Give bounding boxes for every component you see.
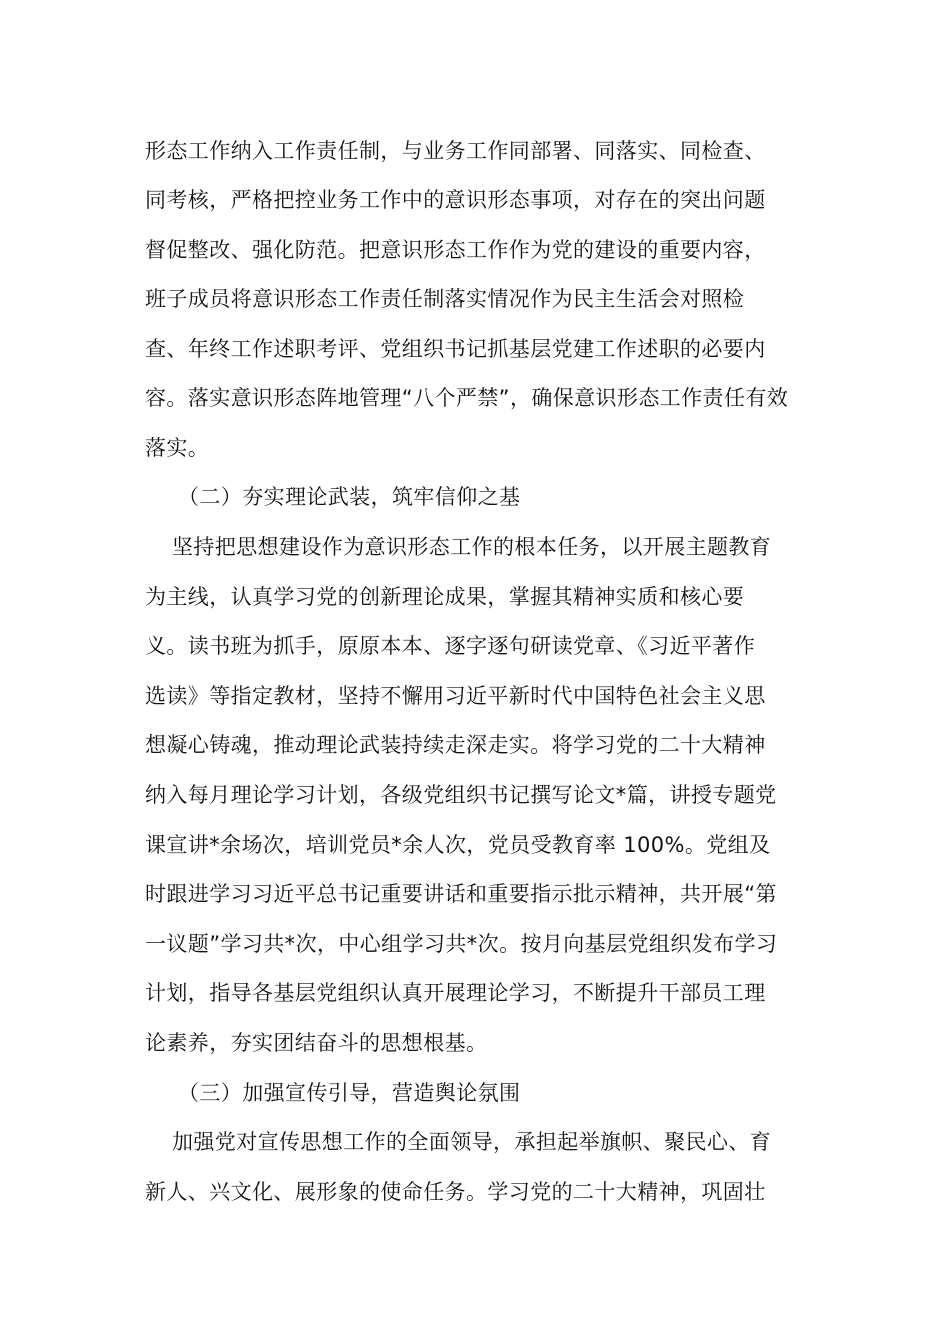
body-text-line: 落实。 — [145, 436, 210, 460]
body-text-line: 新人、兴文化、展形象的使命任务。学习党的二十大精神，巩固壮 — [145, 1180, 766, 1204]
body-text-line: 义。读书班为抓手，原原本本、逐字逐句研读党章、《习近平著作 — [145, 634, 756, 658]
body-text-line: 形态工作纳入工作责任制，与业务工作同部署、同落实、同检查、 — [145, 139, 766, 163]
body-text-line: 容。落实意识形态阵地管理“八个严禁”，确保意识形态工作责任有效 — [145, 386, 789, 410]
body-text-line: 计划，指导各基层党组织认真开展理论学习，不断提升干部员工理 — [145, 981, 766, 1005]
body-text-line: 时跟进学习习近平总书记重要讲话和重要指示批示精神，共开展“第 — [145, 882, 777, 906]
body-text-line: 论素养，夯实团结奋斗的思想根基。 — [145, 1031, 488, 1055]
body-text-line: 同考核，严格把控业务工作中的意识形态事项，对存在的突出问题 — [145, 188, 766, 212]
body-text-line: 选读》等指定教材，坚持不懈用习近平新时代中国特色社会主义思 — [145, 684, 766, 708]
body-text-line: 督促整改、强化防范。把意识形态工作作为党的建设的重要内容， — [145, 238, 766, 262]
body-text-line: 课宣讲*余场次，培训党员*余人次，党员受教育率 100%。党组及 — [145, 833, 771, 857]
paragraph-first-line: 坚持把思想建设作为意识形态工作的根本任务，以开展主题教育 — [172, 535, 772, 559]
body-text-line: 为主线，认真学习党的创新理论成果，掌握其精神实质和核心要 — [145, 585, 745, 609]
body-text-line: 想凝心铸魂，推动理论武装持续走深走实。将学习党的二十大精神 — [145, 733, 766, 757]
body-text-line: 查、年终工作述职考评、党组织书记抓基层党建工作述职的必要内 — [145, 337, 766, 361]
body-text-line: 纳入每月理论学习计划，各级党组织书记撰写论文*篇，讲授专题党 — [145, 783, 777, 807]
section-heading: （二）夯实理论武装，筑牢信仰之基 — [178, 485, 521, 509]
body-text-line: 班子成员将意识形态工作责任制落实情况作为民主生活会对照检 — [145, 287, 745, 311]
section-heading: （三）加强宣传引导，营造舆论氛围 — [178, 1081, 521, 1105]
body-text-line: 一议题”学习共*次，中心组学习共*次。按月向基层党组织发布学习 — [145, 932, 778, 956]
paragraph-first-line: 加强党对宣传思想工作的全面领导，承担起举旗帜、聚民心、育 — [172, 1130, 772, 1154]
